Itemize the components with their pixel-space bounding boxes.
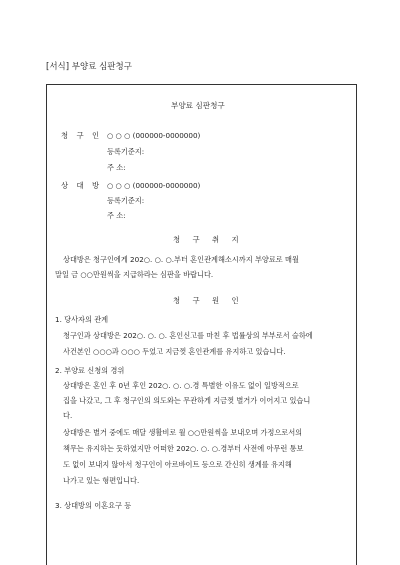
purpose-line: 말일 금 ○○만원씩을 지급하라는 심판을 바랍니다. bbox=[55, 270, 214, 279]
claimant-label: 청 구 인 bbox=[61, 131, 103, 140]
section-heading: 1. 당사자의 관계 bbox=[55, 315, 109, 324]
respondent-registry-line: 등록기준지: bbox=[107, 196, 145, 205]
section-heading: 3. 상대방의 이혼요구 등 bbox=[55, 501, 132, 510]
respondent-name-line: ○ ○ ○ (000000-0000000) bbox=[107, 181, 201, 190]
claimant-address-line: 주 소: bbox=[107, 163, 126, 172]
respondent-label: 상 대 방 bbox=[61, 181, 103, 190]
petition-form bbox=[46, 84, 357, 565]
section-line: 사건본인 ○○○과 ○○○ 두었고 지금껏 혼인관계를 유지하고 있습니다. bbox=[63, 347, 286, 356]
form-caption: [서식] 부양료 심판청구 bbox=[46, 62, 132, 72]
section-line: 집을 나갔고, 그 후 청구인의 의도와는 무관하게 지금껏 별거가 이어지고 있습니 bbox=[63, 396, 311, 405]
section-line: 상대방은 혼인 후 0년 후인 202○. ○. ○.경 특별한 이유도 없이 일방적으로 bbox=[63, 381, 299, 390]
section-line: 다. bbox=[63, 411, 73, 420]
purpose-heading: 청 구 취 지 bbox=[173, 235, 244, 244]
cause-heading: 청 구 원 인 bbox=[173, 296, 244, 305]
form-title: 부양료 심판청구 bbox=[171, 101, 225, 110]
section-line: 나가고 있는 형편입니다. bbox=[63, 476, 140, 485]
section-line: 상대방은 별거 중에도 매달 생활비로 월 ○○만원씩을 보내오며 가정으로서의 bbox=[63, 428, 303, 437]
section-line: 청구인과 상대방은 202○. ○. ○. 혼인신고를 마친 후 법률상의 부부로서 슬하에 bbox=[63, 331, 313, 340]
claimant-name-line: ○ ○ ○ (000000-0000000) bbox=[107, 131, 201, 140]
section-line: 도 없이 보내지 않아서 청구인이 아르바이트 등으로 간신히 생계를 유지해 bbox=[63, 460, 292, 469]
claimant-registry-line: 등록기준지: bbox=[107, 147, 145, 156]
respondent-address-line: 주 소: bbox=[107, 211, 126, 220]
purpose-line: 상대방은 청구인에게 202○. ○. ○.부터 혼인관계해소시까지 부양료로 매월 bbox=[63, 255, 299, 264]
section-heading: 2. 부양료 신청의 경위 bbox=[55, 366, 125, 375]
section-line: 책무는 유지하는 듯하였지만 어떠한 202○. ○. ○.경부터 사전에 아무런 통보 bbox=[63, 444, 304, 453]
